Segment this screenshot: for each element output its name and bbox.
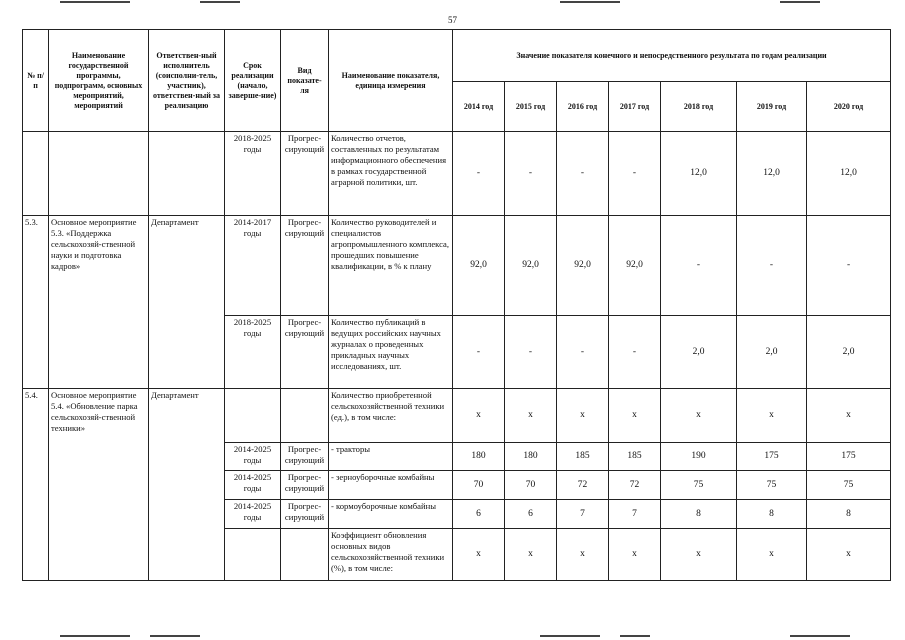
header-year: 2020 год [807,82,891,132]
row-indicator: Количество приобретенной сельскохозяйственной техники (ед.), в том числе: [329,389,453,443]
row-name: Основное мероприятие 5.4. «Обновление парка сельскохозяй-ственной техники» [49,389,149,581]
header-year: 2015 год [505,82,557,132]
row-value: х [661,389,737,443]
row-value: - [453,316,505,389]
row-responsible [149,132,225,216]
row-value: х [557,529,609,581]
table-row [23,216,891,316]
row-value: 2,0 [661,316,737,389]
row-num: 5.3. [23,216,49,389]
row-value: 75 [737,471,807,500]
row-type: Прогрес-сирующий [281,132,329,216]
header-indicator: Наименование показателя, единица измерения [329,30,453,132]
row-type: Прогрес-сирующий [281,216,329,316]
header-year: 2019 год [737,82,807,132]
header-type: Вид показате-ля [281,30,329,132]
row-value: - [505,132,557,216]
row-term: 2018-2025 годы [225,132,281,216]
header-year: 2017 год [609,82,661,132]
row-indicator: Коэффициент обновления основных видов сельскохозяйственной техники (%), в том числе: [329,529,453,581]
row-value: х [557,389,609,443]
row-value: 92,0 [609,216,661,316]
row-responsible: Департамент [149,389,225,581]
row-indicator: Количество отчетов, составленных по результатам информационного обеспечения в рамках государственной аграрной политики, шт. [329,132,453,216]
row-type: Прогрес-сирующий [281,471,329,500]
header-values-group: Значение показателя конечного и непосредственного результата по годам реализации [453,30,891,82]
row-value: 6 [505,500,557,529]
row-value: - [557,132,609,216]
row-value: 6 [453,500,505,529]
row-value: 70 [505,471,557,500]
row-value: 8 [807,500,891,529]
row-value: 92,0 [557,216,609,316]
row-value: 12,0 [807,132,891,216]
row-value: х [807,529,891,581]
row-value: 12,0 [661,132,737,216]
page-number: 57 [448,15,457,25]
row-term: 2014-2025 годы [225,471,281,500]
row-value: х [609,529,661,581]
row-value: 75 [661,471,737,500]
row-type: Прогрес-сирующий [281,500,329,529]
header-num: № п/п [23,30,49,132]
row-value: х [807,389,891,443]
row-value: - [609,316,661,389]
row-value: 72 [557,471,609,500]
row-name: Основное мероприятие 5.3. «Поддержка сельскохозяй-ственной науки и подготовка кадров» [49,216,149,389]
row-value: 190 [661,443,737,471]
header-year: 2018 год [661,82,737,132]
row-value: - [505,316,557,389]
row-value: - [737,216,807,316]
header-year: 2016 год [557,82,609,132]
row-indicator: - зерноуборочные комбайны [329,471,453,500]
row-value: 7 [557,500,609,529]
row-term: 2014-2025 годы [225,500,281,529]
row-value: 180 [505,443,557,471]
row-responsible: Департамент [149,216,225,389]
row-value: 92,0 [505,216,557,316]
row-value: - [807,216,891,316]
header-name: Наименование государственной программы, подпрограмм, основных мероприятий, мероприятий [49,30,149,132]
row-value: 75 [807,471,891,500]
row-value: 180 [453,443,505,471]
row-value: - [609,132,661,216]
row-value: 8 [661,500,737,529]
row-value: х [737,389,807,443]
row-num [23,132,49,216]
row-value: 70 [453,471,505,500]
row-term [225,529,281,581]
scan-artifact-top [0,0,905,4]
row-value: 92,0 [453,216,505,316]
row-type [281,389,329,443]
row-value: х [505,529,557,581]
row-indicator: - кормоуборочные комбайны [329,500,453,529]
header-year: 2014 год [453,82,505,132]
row-value: 8 [737,500,807,529]
row-value: х [661,529,737,581]
row-term: 2014-2017 годы [225,216,281,316]
row-term: 2014-2025 годы [225,443,281,471]
row-value: х [453,389,505,443]
row-name [49,132,149,216]
row-value: - [661,216,737,316]
row-value: - [557,316,609,389]
row-type: Прогрес-сирующий [281,443,329,471]
scan-artifact-bottom [0,634,905,638]
row-num: 5.4. [23,389,49,581]
row-value: 2,0 [807,316,891,389]
row-indicator: - тракторы [329,443,453,471]
table-row [23,389,891,443]
row-indicator: Количество публикаций в ведущих российских научных журналах о проведенных прикладных научных исследованиях, шт. [329,316,453,389]
row-value: 175 [737,443,807,471]
row-indicator: Количество руководителей и специалистов агропромышленного комплекса, прошедших повышение квалификации, в % к плану [329,216,453,316]
row-value: 185 [609,443,661,471]
header-term: Срок реализации (начало, заверше-ние) [225,30,281,132]
row-term: 2018-2025 годы [225,316,281,389]
row-value: 12,0 [737,132,807,216]
row-value: х [609,389,661,443]
row-value: 7 [609,500,661,529]
header-responsible: Ответствен-ный исполнитель (соисполни-тель, участник), ответствен-ный за реализацию [149,30,225,132]
row-value: х [737,529,807,581]
indicators-table [22,29,891,581]
row-value: 185 [557,443,609,471]
row-value: 2,0 [737,316,807,389]
row-type: Прогрес-сирующий [281,316,329,389]
row-value: - [453,132,505,216]
row-value: 175 [807,443,891,471]
row-value: 72 [609,471,661,500]
table-row [23,132,891,216]
row-type [281,529,329,581]
row-term [225,389,281,443]
row-value: х [505,389,557,443]
row-value: х [453,529,505,581]
